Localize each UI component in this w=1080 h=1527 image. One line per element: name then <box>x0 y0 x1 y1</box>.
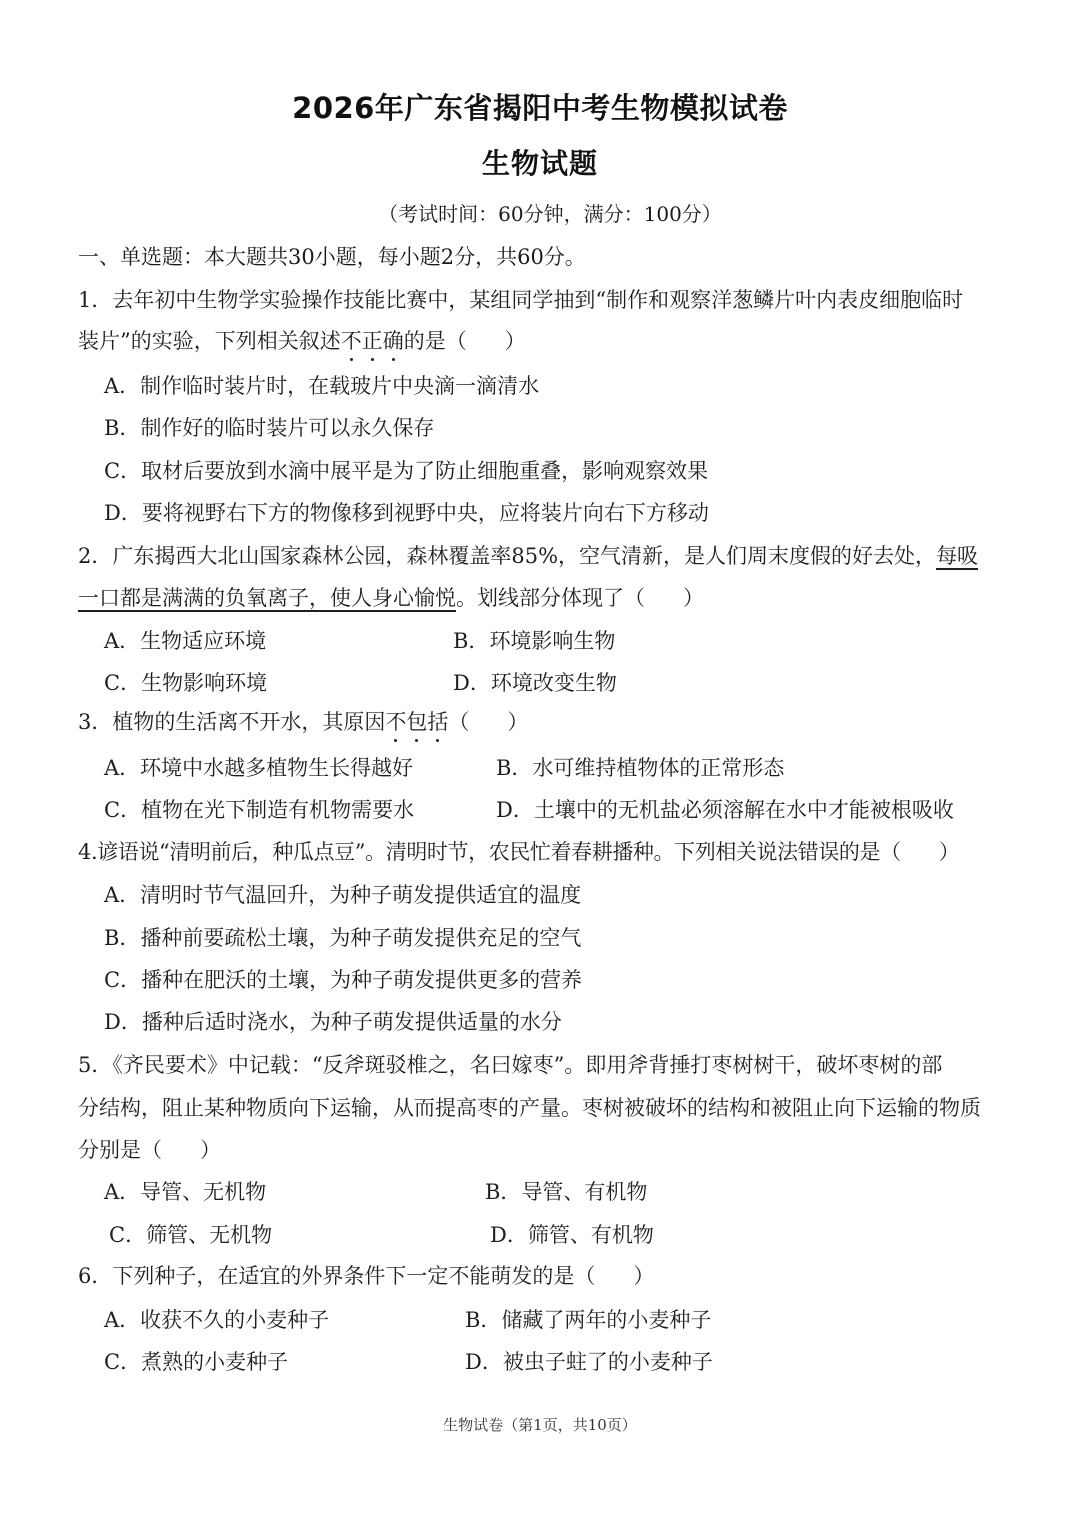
option-text: 取材后要放到水滴中展平是为了防止细胞重叠，影响观察效果 <box>141 459 709 483</box>
option-text: 制作临时装片时，在载玻片中央滴一滴清水 <box>140 374 540 398</box>
option-text: 播种前要疏松土壤，为种子萌发提供充足的空气 <box>140 926 582 950</box>
underlined-text: 每吸 <box>936 544 979 568</box>
option-text: 制作好的临时装片可以永久保存 <box>140 416 435 440</box>
option-text: 播种在肥沃的土壤，为种子萌发提供更多的营养 <box>141 968 583 992</box>
option-c <box>109 1225 272 1246</box>
option-a <box>104 1182 266 1203</box>
option-label: C． <box>104 459 142 483</box>
question-stem: 3．植物的生活离不开水，其原因不包括（ ） <box>78 710 529 734</box>
option-label: B． <box>453 629 490 653</box>
option-c <box>104 1352 288 1373</box>
option-d <box>465 1352 713 1373</box>
option-text: 播种后适时浇水，为种子萌发提供适量的水分 <box>141 1010 562 1034</box>
option-text: 环境中水越多植物生长得越好 <box>140 756 414 780</box>
option-label: C． <box>104 1350 142 1374</box>
question-stem: 4.谚语说“清明前后，种瓜点豆”。清明时节，农民忙着春耕播种。下列相关说法错误的是（ ） <box>78 840 960 864</box>
option-label: B． <box>496 756 533 780</box>
emphasis-char: 不 <box>340 329 362 353</box>
question-number: 5． <box>78 1053 113 1077</box>
option-text: 筛管、无机物 <box>146 1223 273 1247</box>
option-text: 环境影响生物 <box>489 629 616 653</box>
emphasis-char: 正 <box>361 329 383 353</box>
question-stem-continued: 分结构，阻止某种物质向下运输，从而提高枣的产量。枣树被破坏的结构和被阻止向下运输的物质 <box>78 1096 981 1120</box>
question-stem: 5．《齐民要术》中记载：“反斧斑驳椎之，名曰嫁枣”。即用斧背捶打枣树树干，破坏枣树的部 <box>78 1053 943 1077</box>
option-a <box>104 1310 329 1331</box>
option-b <box>104 418 434 439</box>
option-d <box>453 673 617 694</box>
section-heading: 一、单选题：本大题共30小题，每小题2分，共60分。 <box>78 245 586 269</box>
option-text: 导管、无机物 <box>140 1180 267 1204</box>
option-label: B． <box>104 926 141 950</box>
option-a <box>104 758 413 779</box>
option-b <box>453 631 615 652</box>
emphasis-char: 确 <box>382 329 404 353</box>
option-label: B． <box>485 1180 522 1204</box>
option-d <box>104 503 709 524</box>
option-label: D． <box>490 1223 528 1247</box>
option-label: A． <box>104 1180 141 1204</box>
option-a <box>104 885 581 906</box>
option-d <box>490 1225 654 1246</box>
question-stem: 1．去年初中生物学实验操作技能比赛中，某组同学抽到“制作和观察洋葱鳞片叶内表皮细胞临时 <box>78 288 964 312</box>
option-a <box>104 631 266 652</box>
option-b <box>485 1182 647 1203</box>
option-label: C． <box>109 1223 147 1247</box>
question-stem-continued: 装片”的实验，下列相关叙述不正确的是（ ） <box>78 329 526 353</box>
option-text: 要将视野右下方的物像移到视野中央，应将装片向右下方移动 <box>141 501 709 525</box>
option-text: 被虫子蛀了的小麦种子 <box>502 1350 713 1374</box>
option-text: 生物适应环境 <box>140 629 267 653</box>
exam-title: 2026年广东省揭阳中考生物模拟试卷 <box>292 91 788 125</box>
question-number: 3． <box>78 710 113 734</box>
option-label: C． <box>104 798 142 822</box>
option-label: A． <box>104 1308 141 1332</box>
option-label: B． <box>104 416 141 440</box>
option-c <box>104 800 414 821</box>
question-stem: 2．广东揭西大北山国家森林公园，森林覆盖率85%，空气清新，是人们周末度假的好去处，每吸 <box>78 544 979 568</box>
option-b <box>104 928 581 949</box>
option-d <box>496 800 954 821</box>
emphasis-char: 不 <box>385 710 407 734</box>
option-text: 导管、有机物 <box>521 1180 648 1204</box>
option-c <box>104 461 708 482</box>
option-text: 筛管、有机物 <box>527 1223 654 1247</box>
option-text: 生物影响环境 <box>141 671 268 695</box>
emphasis-char: 包 <box>406 710 428 734</box>
option-label: A． <box>104 883 141 907</box>
exam-subtitle: 生物试题 <box>481 147 598 180</box>
question-number: 4. <box>78 840 98 864</box>
question-number: 2． <box>78 544 113 568</box>
question-stem-continued: 分别是（ ） <box>78 1138 221 1162</box>
question-stem: 6．下列种子，在适宜的外界条件下一定不能萌发的是（ ） <box>78 1264 655 1288</box>
option-text: 土壤中的无机盐必须溶解在水中才能被根吸收 <box>533 798 954 822</box>
exam-time-score-info: （考试时间：60分钟，满分：100分） <box>378 202 722 226</box>
option-text: 植物在光下制造有机物需要水 <box>141 798 415 822</box>
option-b <box>496 758 784 779</box>
page-footer: 生物试卷（第1页，共10页） <box>443 1416 637 1434</box>
option-label: C． <box>104 671 142 695</box>
option-text: 煮熟的小麦种子 <box>141 1350 289 1374</box>
option-label: A． <box>104 629 141 653</box>
option-label: B． <box>465 1308 502 1332</box>
option-a <box>104 376 539 397</box>
question-number: 6． <box>78 1264 113 1288</box>
question-number: 1． <box>78 288 113 312</box>
option-text: 环境改变生物 <box>490 671 617 695</box>
option-text: 水可维持植物体的正常形态 <box>532 756 785 780</box>
option-text: 清明时节气温回升，为种子萌发提供适宜的温度 <box>140 883 582 907</box>
option-text: 收获不久的小麦种子 <box>140 1308 330 1332</box>
underlined-text: 一口都是满满的负氧离子，使人身心愉悦 <box>78 586 456 610</box>
option-label: D． <box>104 501 142 525</box>
option-label: A． <box>104 374 141 398</box>
option-c <box>104 673 267 694</box>
option-d <box>104 1012 562 1033</box>
option-c <box>104 970 582 991</box>
option-b <box>465 1310 711 1331</box>
option-label: D． <box>465 1350 503 1374</box>
option-label: A． <box>104 756 141 780</box>
question-stem-continued: 一口都是满满的负氧离子，使人身心愉悦。划线部分体现了（ ） <box>78 586 704 610</box>
emphasis-char: 括 <box>427 710 449 734</box>
option-label: D． <box>104 1010 142 1034</box>
option-label: D． <box>453 671 491 695</box>
option-label: C． <box>104 968 142 992</box>
option-text: 储藏了两年的小麦种子 <box>501 1308 712 1332</box>
option-label: D． <box>496 798 534 822</box>
